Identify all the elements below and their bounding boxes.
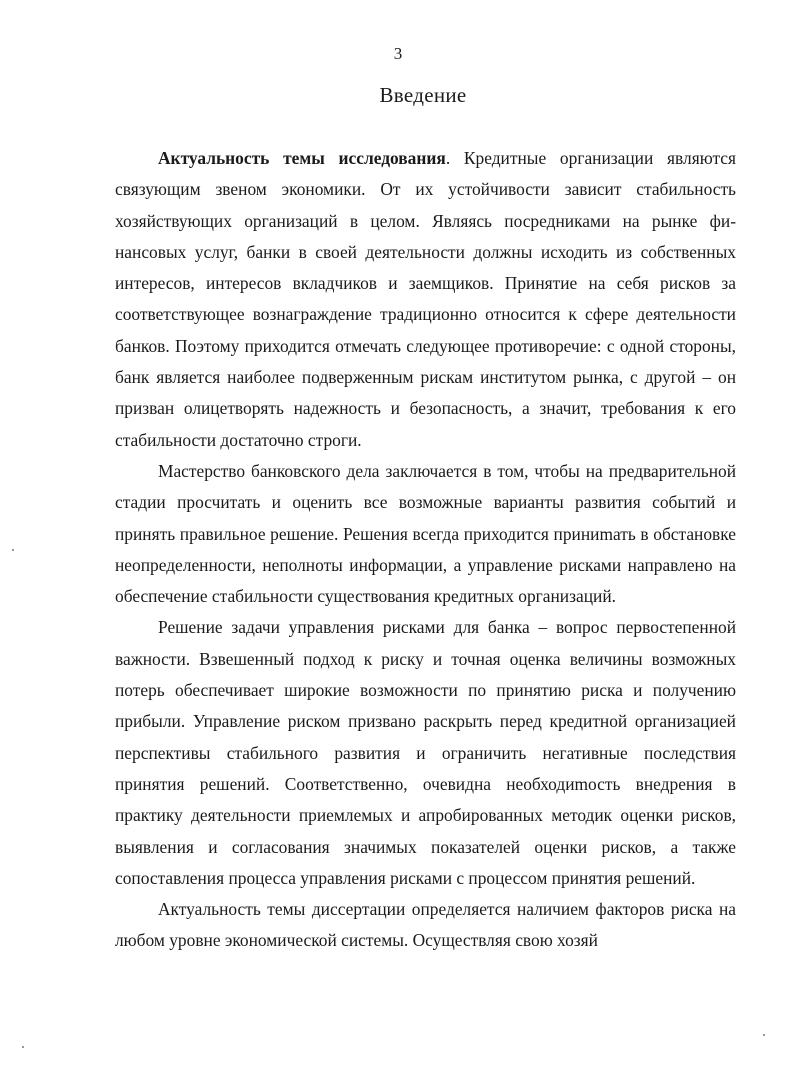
scan-speck xyxy=(763,1034,765,1036)
page-number: 3 xyxy=(393,44,403,63)
paragraph-1-lead: Актуальность темы исследования xyxy=(158,148,446,168)
scan-speck xyxy=(22,1046,24,1048)
page-title: Введение xyxy=(379,83,467,107)
paragraph-2: Мастерство банковского дела заключается в том, чтобы на предварительной стадии просчитать и оценить все возможные варианты развития событий и принять правильное решение. Решения всегда приходится приниmать в обстановке неопределенности, неполноты информации, а управление рисками направлено на обеспечение стабильности существования кредитных организаций. xyxy=(115,460,736,607)
scan-speck xyxy=(12,549,14,551)
paragraph-1 xyxy=(115,143,736,456)
body-text xyxy=(115,143,736,957)
paragraph-3: Решение задачи управления рисками для банка – вопрос первостепенной важности. Взвешенный подход к риску и точная оценка величины возможных потерь обеспечивает широкие возможности по принятию риска и получению прибыли. Управление риском призвано раскрыть перед кредитной организацией перспективы стабильного развития и ограничить негативные последствия принятия решений. Соответственно, очевидна необходиmость внедрения в практику деятельности приемлемых и апробированных методик оценки рисков, выявления и согласования значимых показателей оценки рисков, а также сопоставления процесса управления рисками с процессом принятия решений. xyxy=(115,617,736,888)
paragraph-1-text: . Кредитные организации являются связующим звеном экономики. От их устойчивости зависит стабильность хозяйствующих организаций в целом. Являясь посредниками на рынке финансовых услуг, банки в своей деятельности должны исходить из собственных интересов, интересов вкладчиков и заемщиков. Принятие на себя рисков за соответствующее вознаграждение традиционно относится к сфере деятельности банков. Поэтому приходится отмечать следующее противоречие: с одной стороны, банк является наиболее подверженным рискам институтом рынка, с другой – он призван олицетворять надежность и безопасность, а значит, требования к его стабильности достаточно строги. xyxy=(115,148,736,450)
paragraph-4: Актуальность темы диссертации определяется наличием факторов риска на любом уровне экономической системы. Осуществляя свою хозяй xyxy=(115,899,736,951)
